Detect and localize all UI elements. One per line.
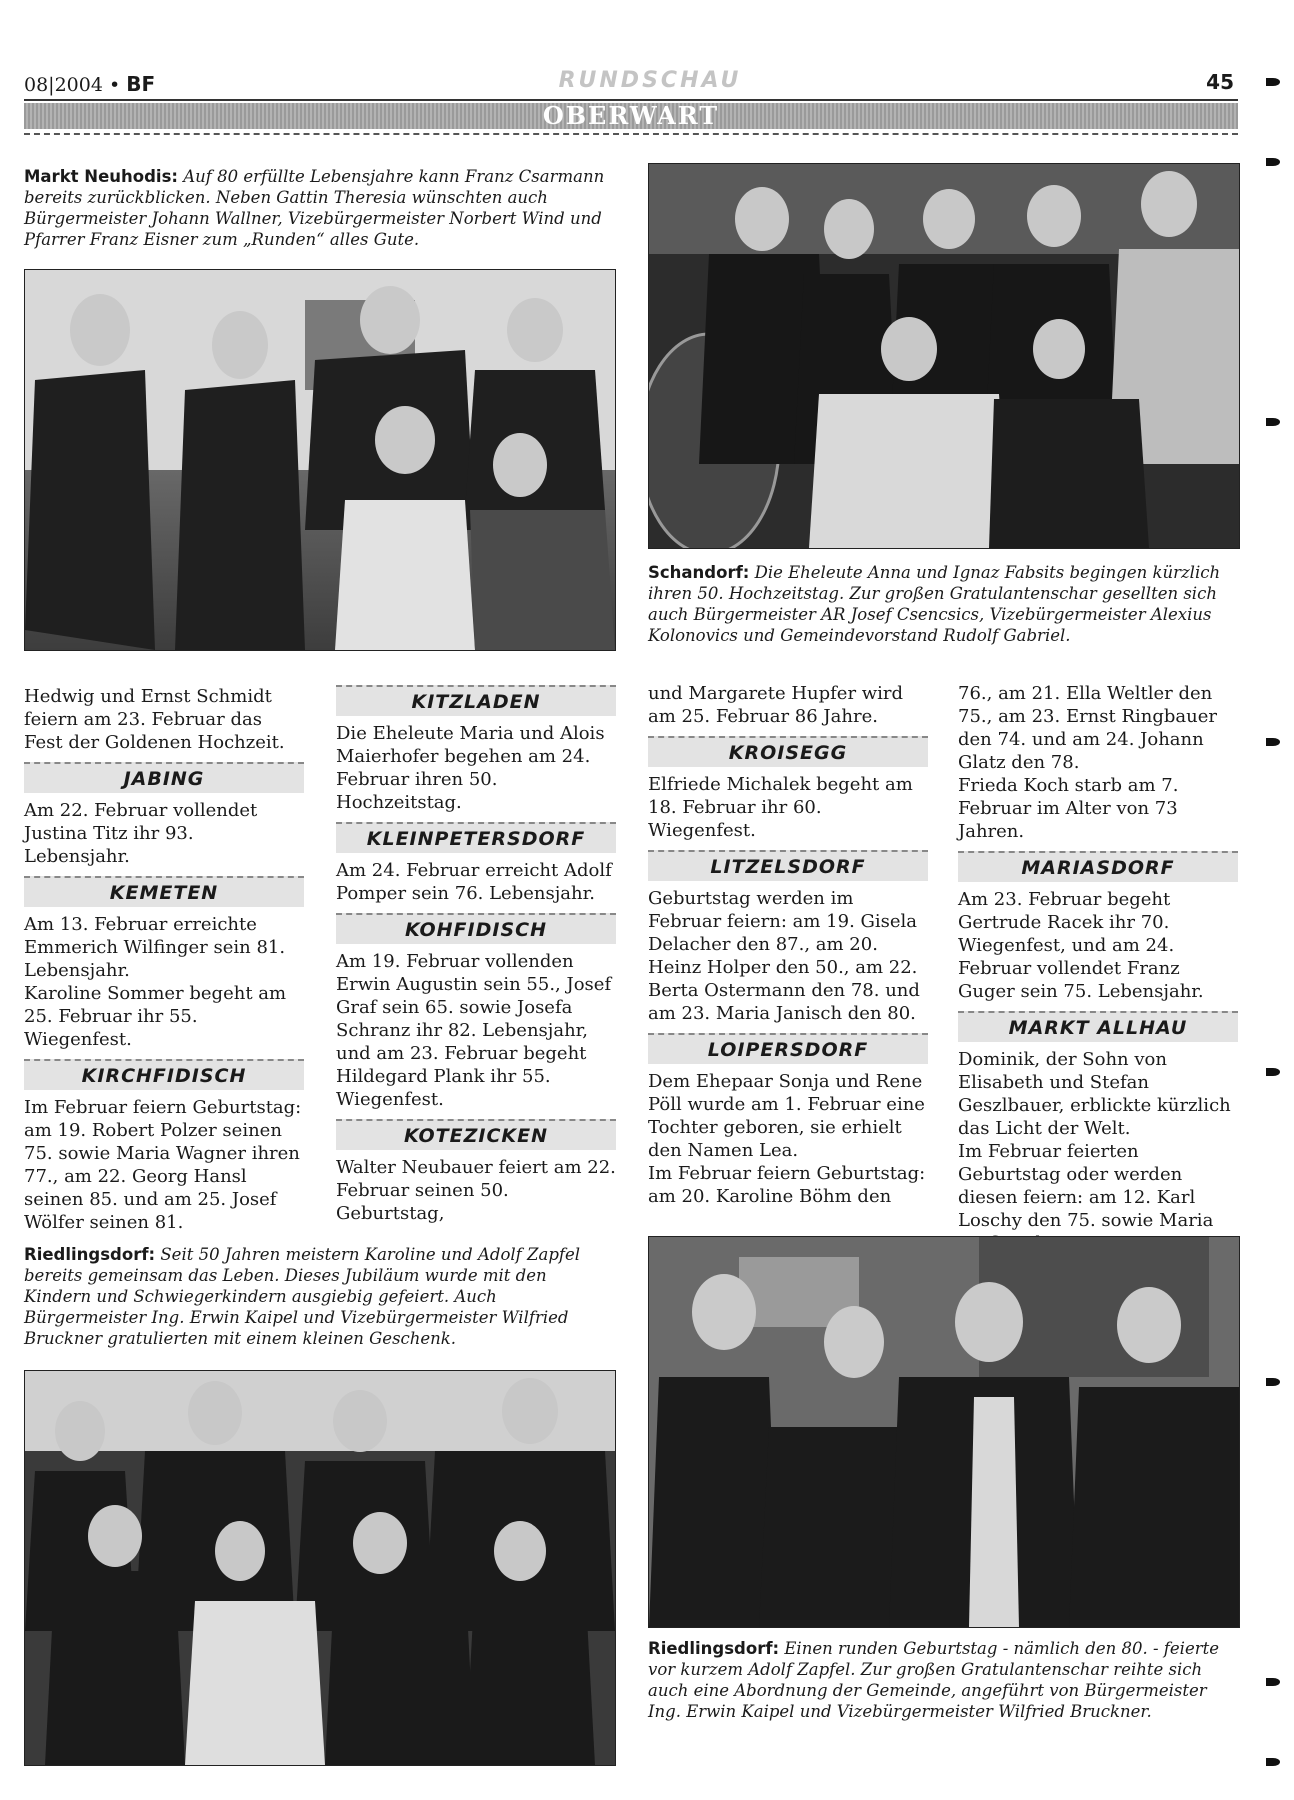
dashed-divider [24, 133, 1238, 135]
column-2 [336, 685, 616, 1225]
column-1 [24, 685, 304, 1234]
photo-neuhodis [24, 269, 616, 651]
heading-litzelsdorf: LITZELSDORF [648, 850, 928, 881]
article-loipersdorf-2: Im Februar feiern Geburtstag: am 20. Karoline Böhm den [648, 1163, 926, 1207]
photo-riedlingsdorf-birthday [648, 1236, 1240, 1628]
edge-marker [1266, 158, 1280, 166]
heading-kroisegg: KROISEGG [648, 736, 928, 767]
page-number: 45 [1206, 70, 1234, 94]
edge-marker [1266, 738, 1280, 746]
column-3 [648, 682, 928, 1208]
caption-riedlingsdorf-anniversary: Riedlingsdorf: Seit 50 Jahren meistern Karoline und Adolf Zapfel bereits gemeinsam das Leben. Dieses Jubiläum wurde mit den Kindern und Schwiegerkindern ausgiebig gefeiert. Auch Bürgermeister Ing. Erwin Kaipel und Vizebürgermeister Wilfried Bruckner gratulierten mit einem kleinen Geschenk. [24, 1245, 581, 1348]
article-kirchfidisch: Im Februar feiern Geburtstag: am 19. Robert Polzer seinen 75. sowie Maria Wagner ihren 77., am 22. Georg Hansl seinen 85. und am 25. Josef Wölfer seinen 81. [24, 1097, 302, 1233]
article-kroisegg: Elfriede Michalek begeht am 18. Februar ihr 60. Wiegenfest. [648, 774, 913, 841]
heading-markt-allhau: MARKT ALLHAU [958, 1011, 1238, 1042]
article-loipersdorf-1: Dem Ehepaar Sonja und Rene Pöll wurde am 1. Februar eine Tochter geboren, sie erhielt den Namen Lea. [648, 1071, 925, 1161]
edge-marker [1266, 1758, 1280, 1766]
article-kemeten-2: Karoline Sommer begeht am 25. Februar ihr 55. Wiegenfest. [24, 983, 287, 1050]
article-mariasdorf: Am 23. Februar begeht Gertrude Racek ihr 70. Wiegenfest, und am 24. Februar vollendet Franz Guger sein 75. Lebensjahr. [958, 889, 1204, 1002]
photo-riedlingsdorf-family [24, 1370, 616, 1766]
heading-kleinpetersdorf: KLEINPETERSDORF [336, 822, 616, 853]
heading-kitzladen: KITZLADEN [336, 685, 616, 716]
article-markt-allhau-2: Im Februar feierten Geburtstag oder werden diesen feiern: am 12. Karl Loschy den 75. sowie Maria [958, 1141, 1214, 1231]
edge-marker [1266, 78, 1280, 86]
article-markt-allhau-1: Dominik, der Sohn von Elisabeth und Stefan Geszlbauer, erblickte kürzlich das Licht der Welt. [958, 1049, 1231, 1139]
heading-kohfidisch: KOHFIDISCH [336, 913, 616, 944]
region-title: OBERWART [542, 101, 720, 130]
edge-marker [1266, 1678, 1280, 1686]
heading-kemeten: KEMETEN [24, 876, 304, 907]
edge-marker [1266, 418, 1280, 426]
article-jabing: Am 22. Februar vollendet Justina Titz ihr 93. Lebensjahr. [24, 800, 258, 867]
heading-mariasdorf: MARIASDORF [958, 851, 1238, 882]
photo-schandorf [648, 163, 1240, 549]
article-litzelsdorf: Geburtstag werden im Februar feiern: am 19. Gisela Delacher den 87., am 20. Heinz Holper den 50., am 22. Berta Ostermann den 78. und am 23. Maria Janisch den 80. [648, 888, 920, 1024]
article-koch: Frieda Koch starb am 7. Februar im Alter von 73 Jahren. [958, 775, 1179, 842]
article-hupfer: und Margarete Hupfer wird am 25. Februar 86 Jahre. [648, 683, 904, 727]
caption-schandorf: Schandorf: Die Eheleute Anna und Ignaz Fabsits begingen kürzlich ihren 50. Hochzeitstag. Zur großen Gratulantenschar gesellten sich auch Bürgermeister AR Josef Csencsics, Vizebürgermeister Alexius Kolonovics und Gemeindevorstand Rudolf Gabriel. [648, 563, 1221, 645]
publication-name: BF [126, 72, 156, 96]
article-kitzladen: Die Eheleute Maria und Alois Maierhofer begehen am 24. Februar ihren 50. Hochzeitstag. [336, 723, 605, 813]
issue-label: 08|2004 • BF [24, 72, 156, 96]
heading-kotezicken: KOTEZICKEN [336, 1119, 616, 1150]
heading-kirchfidisch: KIRCHFIDISCH [24, 1059, 304, 1090]
article-kohfidisch: Am 19. Februar vollenden Erwin Augustin sein 55., Josef Graf sein 65. sowie Josefa Schranz ihr 82. Lebensjahr, und am 23. Februar begeht Hildegard Plank ihr 55. Wiegenfest. [336, 951, 612, 1110]
edge-marker [1266, 1378, 1280, 1386]
article-kemeten-1: Am 13. Februar erreichte Emmerich Wilfinger sein 81. Lebensjahr. [24, 914, 286, 981]
section-banner: RUNDSCHAU [558, 68, 742, 93]
article-ringbauer: 76., am 21. Ella Weltler den 75., am 23. Ernst Ringbauer den 74. und am 24. Johann Glatz den 78. [958, 683, 1217, 773]
caption-riedlingsdorf-birthday: Riedlingsdorf: Einen runden Geburtstag - nämlich den 80. - feierte vor kurzem Adolf Zapfel. Zur großen Gratulantenschar reihte sich auch eine Abordnung der Gemeinde, angeführt von Bürgermeister Ing. Erwin Kaipel und Vizebürgermeister Wilfried Bruckner. [648, 1639, 1219, 1721]
caption-neuhodis: Markt Neuhodis: Auf 80 erfüllte Lebensjahre kann Franz Csarmann bereits zurückblicken. Neben Gattin Theresia wünschten auch Bürgermeister Johann Wallner, Vizebürgermeister Norbert Wind und Pfarrer Franz Eisner zum „Runden“ alles Gute. [24, 167, 605, 249]
heading-loipersdorf: LOIPERSDORF [648, 1033, 928, 1064]
heading-jabing: JABING [24, 762, 304, 793]
article-kleinpetersdorf: Am 24. Februar erreicht Adolf Pomper sein 76. Lebensjahr. [336, 860, 612, 904]
column-4 [958, 682, 1238, 1255]
article-schmidt: Hedwig und Ernst Schmidt feiern am 23. Februar das Fest der Goldenen Hochzeit. [24, 686, 285, 753]
edge-marker [1266, 1068, 1280, 1076]
article-kotezicken: Walter Neubauer feiert am 22. Februar seinen 50. Geburtstag, [336, 1157, 616, 1224]
